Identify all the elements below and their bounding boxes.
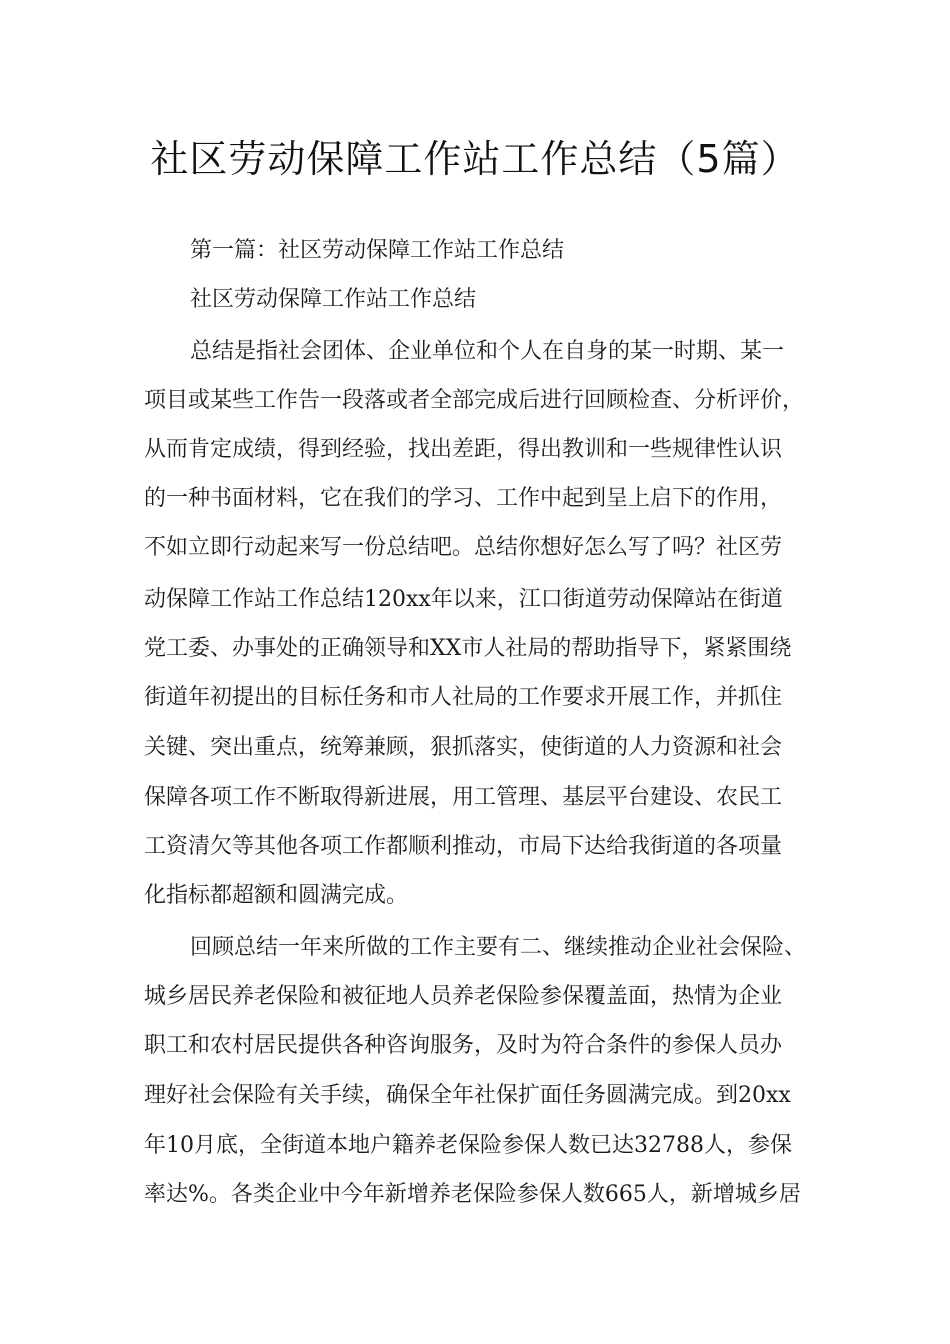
section-heading: 第一篇：社区劳动保障工作站工作总结	[190, 238, 565, 263]
paragraph-line: 率达%。各类企业中今年新增养老保险参保人数665人，新增城乡居	[144, 1182, 801, 1207]
paragraph-line: 动保障工作站工作总结120xx年以来，江口街道劳动保障站在街道	[144, 587, 783, 612]
paragraph-line: 年10月底，全街道本地户籍养老保险参保人数已达32788人，参保	[144, 1133, 792, 1158]
paragraph-line: 不如立即行动起来写一份总结吧。总结你想好怎么写了吗？社区劳	[144, 535, 783, 560]
paragraph-line: 工资清欠等其他各项工作都顺利推动，市局下达给我街道的各项量	[144, 834, 783, 859]
paragraph-line: 从而肯定成绩，得到经验，找出差距，得出教训和一些规律性认识	[144, 437, 783, 462]
paragraph-line: 保障各项工作不断取得新进展，用工管理、基层平台建设、农民工	[144, 785, 783, 810]
paragraph-line: 职工和农村居民提供各种咨询服务，及时为符合条件的参保人员办	[144, 1033, 783, 1058]
paragraph-line: 总结是指社会团体、企业单位和个人在自身的某一时期、某一	[190, 339, 785, 364]
subheading: 社区劳动保障工作站工作总结	[190, 287, 477, 312]
paragraph-line: 理好社会保险有关手续，确保全年社保扩面任务圆满完成。到20xx	[144, 1083, 791, 1108]
paragraph-line: 城乡居民养老保险和被征地人员养老保险参保覆盖面，热情为企业	[144, 984, 783, 1009]
paragraph-line: 街道年初提出的目标任务和市人社局的工作要求开展工作，并抓住	[144, 685, 783, 710]
paragraph-line: 关键、突出重点，统筹兼顾，狠抓落实，使街道的人力资源和社会	[144, 735, 783, 760]
paragraph-line: 项目或某些工作告一段落或者全部完成后进行回顾检查、分析评价，	[144, 388, 805, 413]
paragraph-line: 回顾总结一年来所做的工作主要有二、继续推动企业社会保险、	[190, 935, 807, 960]
document-title: 社区劳动保障工作站工作总结（5篇）	[150, 137, 800, 181]
paragraph-line: 化指标都超额和圆满完成。	[144, 883, 409, 908]
paragraph-line: 的一种书面材料，它在我们的学习、工作中起到呈上启下的作用，	[144, 486, 783, 511]
paragraph-line: 党工委、办事处的正确领导和XX市人社局的帮助指导下，紧紧围绕	[144, 636, 792, 661]
